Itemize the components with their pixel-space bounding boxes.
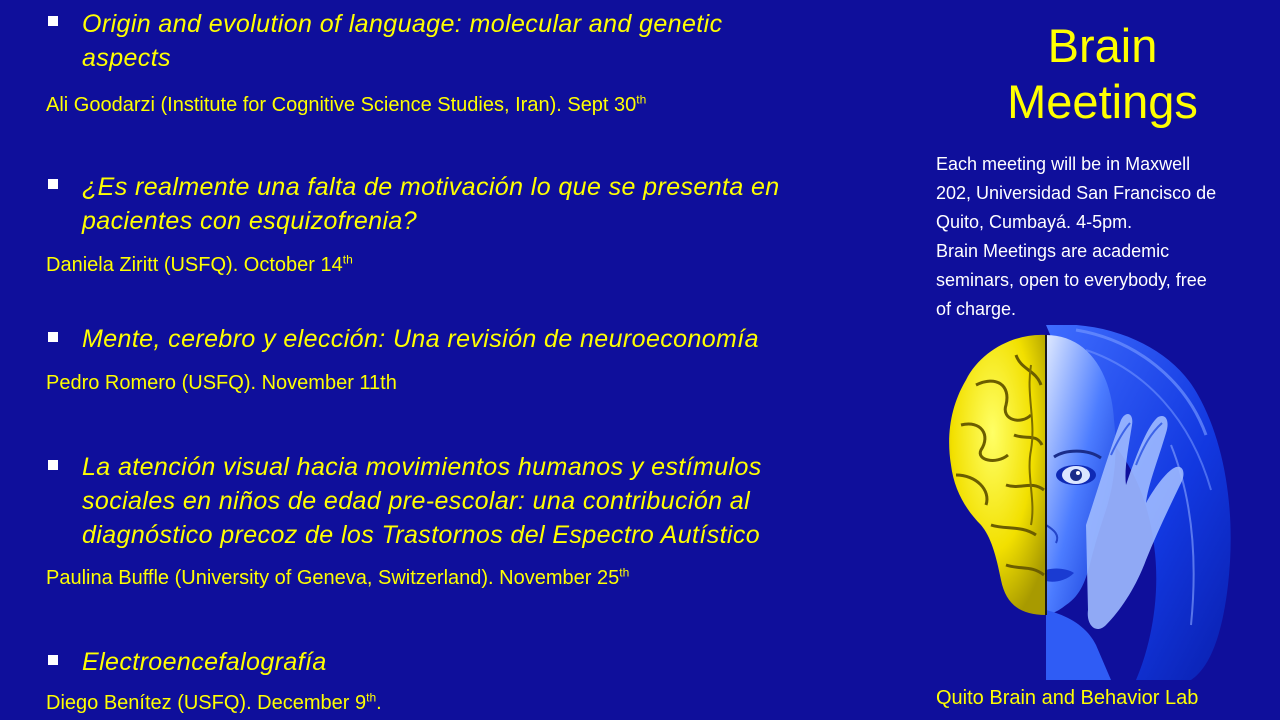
- info-line: of charge.: [936, 299, 1017, 319]
- lab-name: Quito Brain and Behavior Lab: [936, 687, 1199, 709]
- info-line: 202, Universidad San Francisco de: [936, 183, 1217, 203]
- speaker-text: Pedro Romero (USFQ). November 11th: [46, 372, 397, 394]
- talk-speaker: [46, 92, 646, 118]
- speaker-text: Paulina Buffle (University of Geneva, Switzerland). November 25: [46, 567, 620, 589]
- talk-title: [82, 322, 872, 356]
- talk-speaker: [46, 252, 353, 278]
- bullet-icon: [48, 16, 58, 26]
- brand-title: [960, 18, 1245, 130]
- info-line: Each meeting will be in Maxwell: [936, 154, 1191, 174]
- talk-title-line: ¿Es realmente una falta de motivación lo que se presenta en: [82, 173, 780, 201]
- talk-speaker: [46, 370, 397, 396]
- talk-title-line: pacientes con esquizofrenia?: [82, 207, 418, 235]
- talk-title-line: aspects: [82, 44, 171, 72]
- info-line: seminars, open to everybody, free: [936, 270, 1207, 290]
- talk-title: [82, 645, 872, 679]
- brain-face-illustration: [936, 325, 1236, 680]
- talk-title-line: sociales en niños de edad pre-escolar: una contribución al: [82, 487, 751, 515]
- date-suffix: th: [342, 252, 353, 267]
- info-line: Brain Meetings are academic: [936, 241, 1170, 261]
- bullet-icon: [48, 332, 58, 342]
- talk-speaker: [46, 565, 629, 591]
- talk-title: [82, 170, 872, 238]
- talk-title-line: Mente, cerebro y elección: Una revisión de neuroeconomía: [82, 325, 759, 353]
- talk-title-line: Origin and evolution of language: molecular and genetic: [82, 10, 723, 38]
- talk-title: [82, 450, 872, 552]
- brand-title-line: Brain: [1047, 19, 1158, 72]
- meeting-info: [936, 150, 1276, 324]
- bullet-icon: [48, 655, 58, 665]
- talk-title: [82, 7, 872, 75]
- talk-title-line: Electroencefalografía: [82, 648, 327, 676]
- talk-title-line: La atención visual hacia movimientos humanos y estímulos: [82, 453, 762, 481]
- talk-speaker: [46, 690, 382, 716]
- talk-title-line: diagnóstico precoz de los Trastornos del Espectro Autístico: [82, 521, 761, 549]
- bullet-icon: [48, 179, 58, 189]
- date-suffix: th: [366, 690, 377, 705]
- info-line: Quito, Cumbayá. 4-5pm.: [936, 212, 1133, 232]
- speaker-trailing: .: [376, 692, 382, 714]
- speaker-text: Ali Goodarzi (Institute for Cognitive Science Studies, Iran). Sept 30: [46, 94, 637, 116]
- speaker-text: Diego Benítez (USFQ). December 9: [46, 692, 367, 714]
- speaker-text: Daniela Ziritt (USFQ). October 14: [46, 254, 343, 276]
- brand-title-line: Meetings: [1007, 75, 1198, 128]
- date-suffix: th: [636, 92, 647, 107]
- date-suffix: th: [619, 565, 630, 580]
- bullet-icon: [48, 460, 58, 470]
